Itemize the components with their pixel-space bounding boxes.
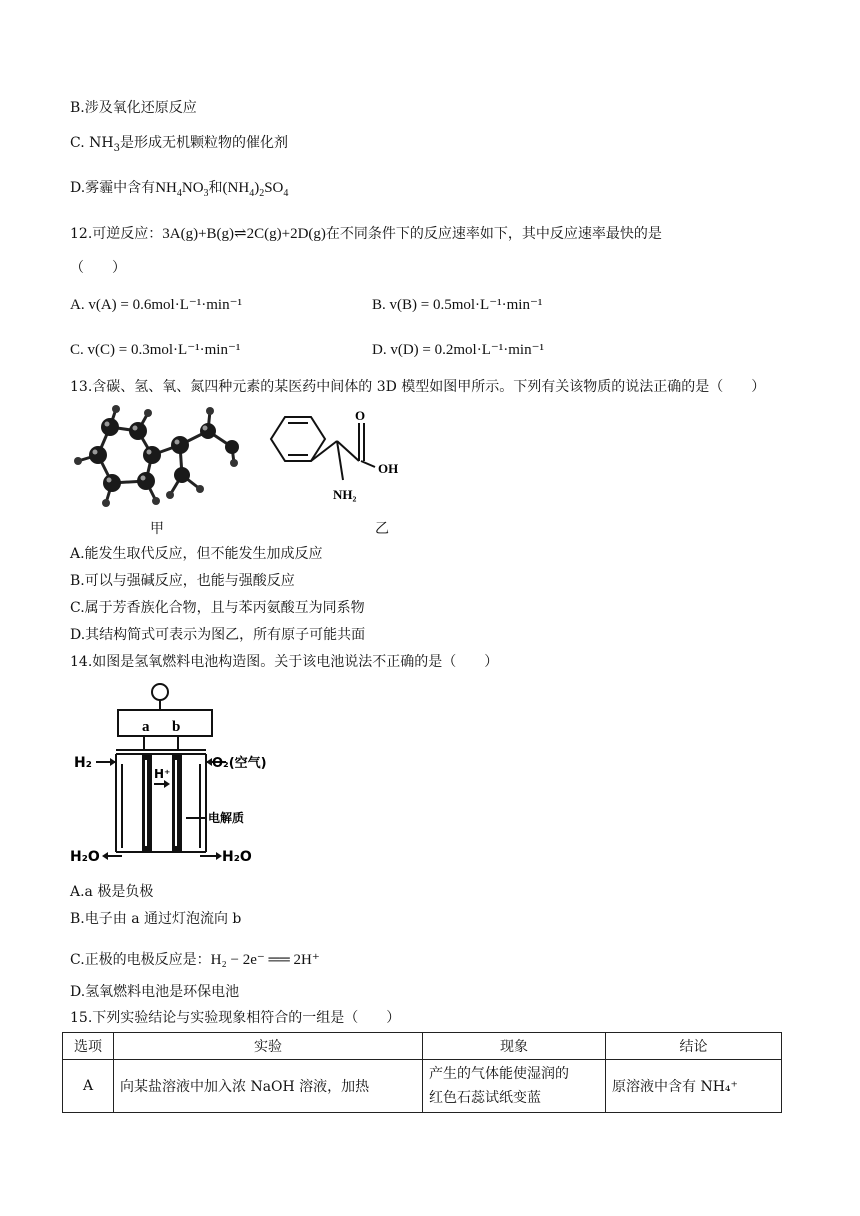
q11-formula-1 — [155, 180, 209, 199]
experiment-table — [62, 1032, 782, 1113]
q15-stem: 15.下列实验结论与实验现象相符合的一组是（ ） — [70, 1010, 401, 1026]
q11-option-d-prefix: D.雾霾中含有 — [70, 180, 156, 196]
q11-option-c — [70, 133, 288, 159]
structural-formula-figure — [255, 405, 415, 515]
q12-equation: 3A(g)+B(g)⇌2C(g)+2D(g) — [162, 226, 326, 242]
q14-option-b: B.电子由 a 通过灯泡流向 b — [70, 911, 242, 927]
f2c: SO — [264, 180, 284, 196]
phenomenon-line1: 产生的气体能使湿润的 — [429, 1066, 569, 1082]
o2-label: O₂(空气) — [212, 756, 267, 771]
row-experiment: 向某盐溶液中加入浓 NaOH 溶液，加热 — [114, 1060, 423, 1113]
f1a-sub: 4 — [176, 188, 182, 199]
molecule-3d-model-figure — [70, 405, 245, 515]
f2a-sub: 4 — [249, 188, 255, 199]
q13-stem: 13.含碳、氢、氧、氮四种元素的某医药中间体的 3D 模型如图甲所示。下列有关该物质的说法正确的是（ ） — [70, 379, 766, 395]
q12-stem-prefix: 12.可逆反应： — [70, 226, 163, 242]
q13-option-b: B.可以与强碱反应，也能与强酸反应 — [70, 573, 295, 589]
row-option: A — [63, 1060, 114, 1113]
q14-option-a: A.a 极是负极 — [70, 884, 154, 900]
q14-option-c-prefix: C.正极的电极反应是： — [70, 952, 211, 968]
q12-option-d: D. v(D) = 0.2mol·L⁻¹·min⁻¹ — [372, 342, 545, 358]
header-conclusion: 结论 — [606, 1033, 782, 1060]
q11-option-c-prefix: C. NH — [70, 135, 114, 151]
electrolyte-label: 电解质 — [208, 811, 245, 825]
row-conclusion: 原溶液中含有 NH₄⁺ — [606, 1060, 782, 1113]
hplus-label: H⁺ — [154, 767, 171, 781]
q13-option-c: C.属于芳香族化合物，且与苯丙氨酸互为同系物 — [70, 600, 365, 616]
figure-jia-label: 甲 — [150, 521, 164, 537]
q12-option-a: A. v(A) = 0.6mol·L⁻¹·min⁻¹ — [70, 297, 243, 313]
q13-option-a: A.能发生取代反应，但不能发生加成反应 — [70, 546, 323, 562]
row-phenomenon — [423, 1060, 606, 1113]
q12-stem — [70, 224, 662, 244]
h2o-right-label: H₂O — [222, 849, 252, 865]
f1b-sub: 3 — [203, 188, 209, 199]
f2b-sub: 2 — [259, 188, 265, 199]
f2c-sub: 4 — [283, 188, 289, 199]
and-text: 和 — [208, 180, 223, 196]
f1a: NH — [155, 180, 177, 196]
q13-option-d: D.其结构简式可表示为图乙，所有原子可能共面 — [70, 627, 366, 643]
nh2-label: NH₂ — [333, 487, 357, 502]
header-phenomenon: 现象 — [423, 1033, 606, 1060]
q12-option-c: C. v(C) = 0.3mol·L⁻¹·min⁻¹ — [70, 342, 241, 358]
q11-option-c-sub: 3 — [113, 142, 120, 154]
q14-stem: 14.如图是氢氧燃料电池构造图。关于该电池说法不正确的是（ ） — [70, 654, 499, 670]
phenomenon-line2: 红色石蕊试纸变蓝 — [429, 1090, 541, 1106]
q14-option-c — [70, 950, 320, 970]
table-header-row — [63, 1033, 782, 1060]
q11-option-c-suffix: 是形成无机颗粒物的催化剂 — [119, 135, 288, 151]
q12-option-b: B. v(B) = 0.5mol·L⁻¹·min⁻¹ — [372, 297, 543, 313]
q12-bracket: （ ） — [70, 260, 126, 276]
header-experiment: 实验 — [114, 1033, 423, 1060]
q14-option-d: D.氢氧燃料电池是环保电池 — [70, 984, 240, 1000]
h2-label: H₂ — [74, 755, 92, 771]
q14-option-c-equation: H₂ − 2e⁻ ══ 2H⁺ — [210, 952, 320, 968]
table-row — [63, 1060, 782, 1113]
f2b: ) — [254, 180, 260, 196]
figure-yi-label: 乙 — [375, 521, 389, 537]
o-label: O — [355, 408, 366, 423]
header-option: 选项 — [63, 1033, 114, 1060]
q11-option-b: B.涉及氧化还原反应 — [70, 100, 197, 116]
electrode-b-label: b — [172, 719, 181, 735]
q12-stem-suffix: 在不同条件下的反应速率如下，其中反应速率最快的是 — [325, 226, 662, 242]
electrode-a-label: a — [142, 719, 150, 735]
f1b: NO — [181, 180, 204, 196]
q11-formula-2 — [222, 180, 289, 199]
fuel-cell-diagram — [66, 680, 286, 870]
q11-option-d — [70, 178, 288, 204]
h2o-left-label: H₂O — [70, 849, 100, 865]
f2a: (NH — [222, 180, 250, 196]
oh-label: OH — [378, 461, 399, 476]
